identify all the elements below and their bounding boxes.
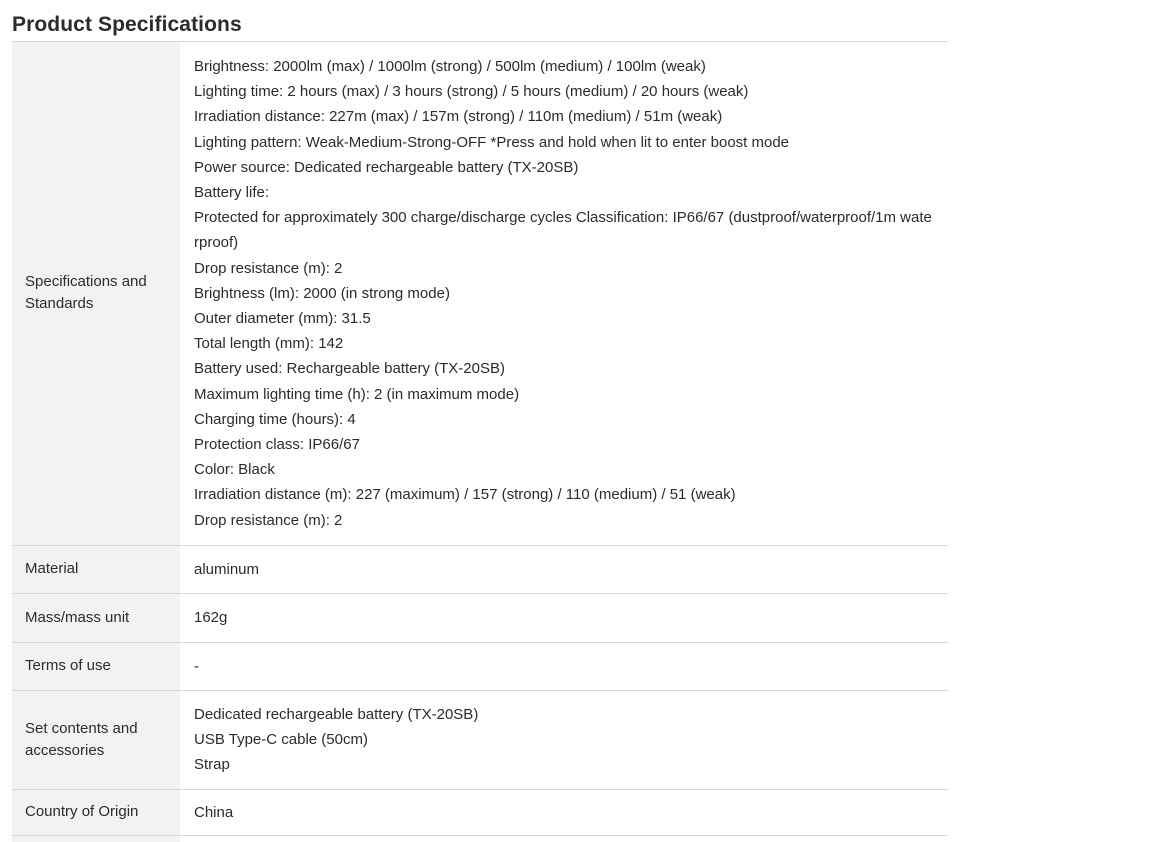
spec-line: Battery used: Rechargeable battery (TX-20SB) bbox=[194, 360, 505, 378]
set-contents-line: Dedicated rechargeable battery (TX-20SB) bbox=[194, 706, 479, 724]
spec-line: Lighting pattern: Weak-Medium-Strong-OFF *Press and hold when lit to enter boost mode bbox=[194, 133, 790, 151]
row-value-material: aluminum bbox=[194, 560, 260, 578]
row-label-country-of-origin: Country of Origin bbox=[12, 789, 180, 835]
row-label-set-contents: Set contents and accessories bbox=[12, 690, 180, 789]
row-label-next-partial bbox=[12, 835, 180, 842]
set-contents-line: Strap bbox=[194, 756, 230, 774]
table-row-set-contents bbox=[12, 690, 948, 789]
set-contents-line: USB Type-C cable (50cm) bbox=[194, 731, 368, 749]
row-value-next-partial bbox=[180, 835, 948, 842]
spec-line: Charging time (hours): 4 bbox=[194, 410, 356, 428]
spec-line: Irradiation distance (m): 227 (maximum) / 157 (strong) / 110 (medium) / 51 (weak) bbox=[194, 486, 736, 504]
row-label-material: Material bbox=[12, 545, 180, 593]
row-value-terms-of-use: - bbox=[194, 657, 199, 675]
spec-line: Drop resistance (m): 2 bbox=[194, 511, 343, 529]
row-value-specifications bbox=[180, 42, 948, 546]
table-row-terms-of-use bbox=[12, 642, 948, 690]
spec-line: Protected for approximately 300 charge/discharge cycles Classification: IP66/67 (dustproof/waterproof/1m waterproof) bbox=[194, 209, 932, 252]
spec-line: Protection class: IP66/67 bbox=[194, 436, 360, 454]
spec-line: Lighting time: 2 hours (max) / 3 hours (strong) / 5 hours (medium) / 20 hours (weak) bbox=[194, 83, 749, 101]
spec-line: Color: Black bbox=[194, 461, 275, 479]
row-label-specifications: Specifications and Standards bbox=[12, 42, 180, 546]
table-row-country-of-origin bbox=[12, 789, 948, 835]
spec-line: Outer diameter (mm): 31.5 bbox=[194, 310, 371, 328]
row-value-set-contents bbox=[180, 690, 948, 789]
spec-line: Power source: Dedicated rechargeable battery (TX-20SB) bbox=[194, 158, 579, 176]
spec-table bbox=[12, 41, 948, 842]
spec-line: Brightness: 2000lm (max) / 1000lm (strong) / 500lm (medium) / 100lm (weak) bbox=[194, 58, 706, 75]
spec-line: Drop resistance (m): 2 bbox=[194, 259, 343, 277]
spec-line: Irradiation distance: 227m (max) / 157m (strong) / 110m (medium) / 51m (weak) bbox=[194, 108, 723, 126]
table-row-mass bbox=[12, 593, 948, 642]
spec-line: Brightness (lm): 2000 (in strong mode) bbox=[194, 284, 450, 302]
row-value-country-of-origin: China bbox=[194, 803, 234, 821]
row-label-mass: Mass/mass unit bbox=[12, 593, 180, 642]
row-value-mass: 162g bbox=[194, 609, 228, 627]
spec-line: Maximum lighting time (h): 2 (in maximum mode) bbox=[194, 385, 520, 403]
row-label-terms-of-use: Terms of use bbox=[12, 642, 180, 690]
table-row-material bbox=[12, 545, 948, 593]
table-row-next-partial bbox=[12, 835, 948, 842]
spec-line: Total length (mm): 142 bbox=[194, 335, 344, 353]
spec-line: Battery life: bbox=[194, 184, 270, 202]
table-row-specifications bbox=[12, 42, 948, 546]
section-title: Product Specifications bbox=[12, 13, 242, 36]
